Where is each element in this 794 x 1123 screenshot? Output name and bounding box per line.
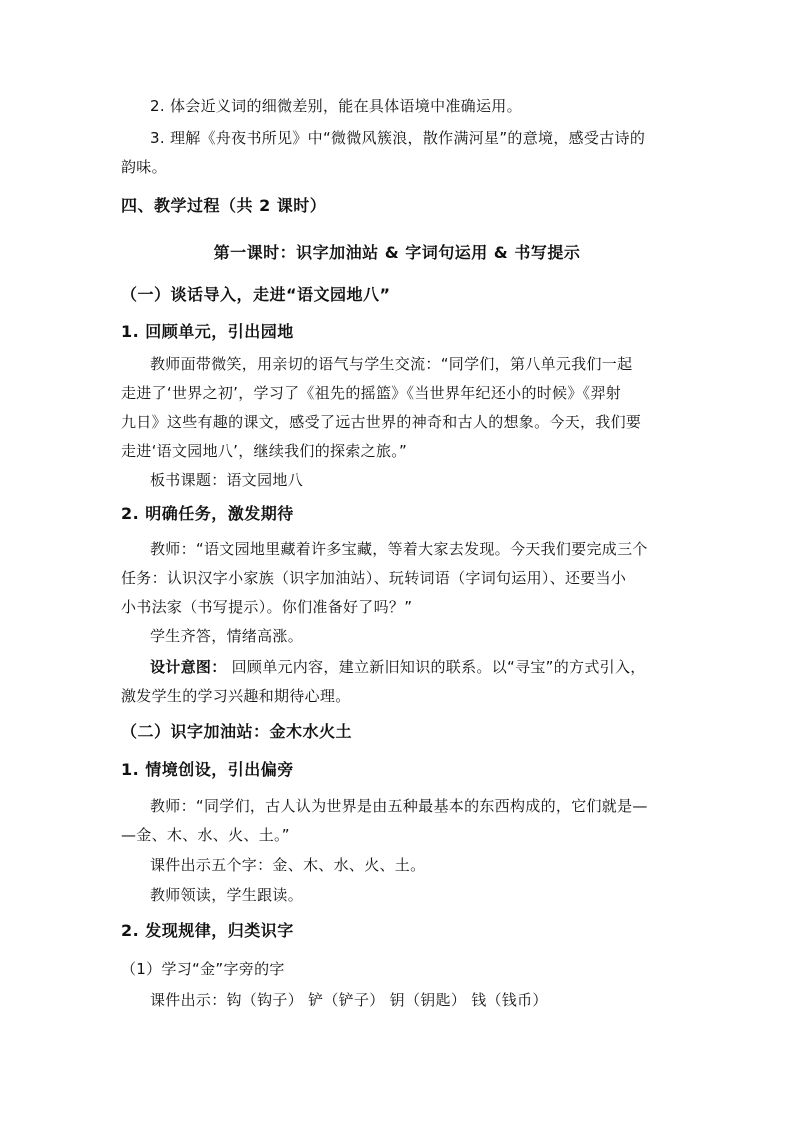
part-two-title: （二）识字加油站：金木水火土 (121, 722, 353, 741)
part-two-step-1-para-line-1: 教师：“同学们，古人认为世界是由五种最基本的东西构成的，它们就是— (150, 797, 648, 815)
design-intent-label: 设计意图： (150, 658, 227, 676)
part-one-title: （一）谈话导入，走进“语文园地八” (121, 285, 391, 304)
part-one-step-1-para-line-3: 九日》这些有趣的课文，感受了远古世界的神奇和古人的想象。今天，我们要 (121, 413, 642, 431)
student-response: 学生齐答，情绪高涨。 (150, 627, 304, 645)
objective-item-3-line-2: 韵味。 (121, 158, 167, 176)
objective-item-3-line-1: 3. 理解《舟夜书所见》中“微微风簇浪，散作满河星”的意境，感受古诗的 (150, 129, 646, 147)
objective-item-2: 2. 体会近义词的细微差别，能在具体语境中准确运用。 (150, 97, 522, 115)
lesson-one-title: 第一课时：识字加油站 & 字词句运用 & 书写提示 (213, 243, 581, 262)
section-four-title: 四、教学过程（共 2 课时） (121, 196, 327, 215)
teacher-leads-reading: 教师领读，学生跟读。 (150, 886, 304, 904)
part-one-step-1-title: 1. 回顾单元，引出园地 (121, 322, 294, 341)
courseware-gold-radical-examples: 课件出示：钩（钩子） 铲（铲子） 钥（钥匙） 钱（钱币） (150, 991, 548, 1009)
sub-step-1-title: （1）学习“金”字旁的字 (121, 960, 285, 978)
part-two-step-1-para-line-2: —金、木、水、火、土。” (121, 826, 290, 844)
design-intent-line-1 (150, 657, 646, 677)
part-one-step-2-title: 2. 明确任务，激发期待 (121, 504, 294, 523)
design-intent-line-2: 激发学生的学习兴趣和期待心理。 (121, 687, 351, 705)
part-one-step-1-para-line-1: 教师面带微笑，用亲切的语气与学生交流：“同学们，第八单元我们一起 (150, 355, 633, 373)
courseware-five-characters: 课件出示五个字：金、木、水、火、土。 (150, 856, 426, 874)
part-one-step-2-para-line-3: 小书法家（书写提示）。你们准备好了吗？” (121, 598, 413, 616)
part-one-step-1-para-line-2: 走进了‘世界之初’，学习了《祖先的摇篮》《当世界年纪还小的时候》《羿射 (121, 384, 622, 402)
part-one-step-2-para-line-1: 教师：“语文园地里藏着许多宝藏，等着大家去发现。今天我们要完成三个 (150, 540, 648, 558)
part-two-step-1-title: 1. 情境创设，引出偏旁 (121, 760, 294, 779)
design-intent-text: 回顾单元内容，建立新旧知识的联系。以“寻宝”的方式引入， (231, 658, 646, 676)
part-one-step-2-para-line-2: 任务：认识汉字小家族（识字加油站）、玩转词语（字词句运用）、还要当小 (121, 569, 627, 587)
board-title-note: 板书课题：语文园地八 (150, 471, 304, 489)
part-two-step-2-title: 2. 发现规律，归类识字 (121, 921, 294, 940)
part-one-step-1-para-line-4: 走进‘语文园地八’，继续我们的探索之旅。” (121, 442, 408, 460)
